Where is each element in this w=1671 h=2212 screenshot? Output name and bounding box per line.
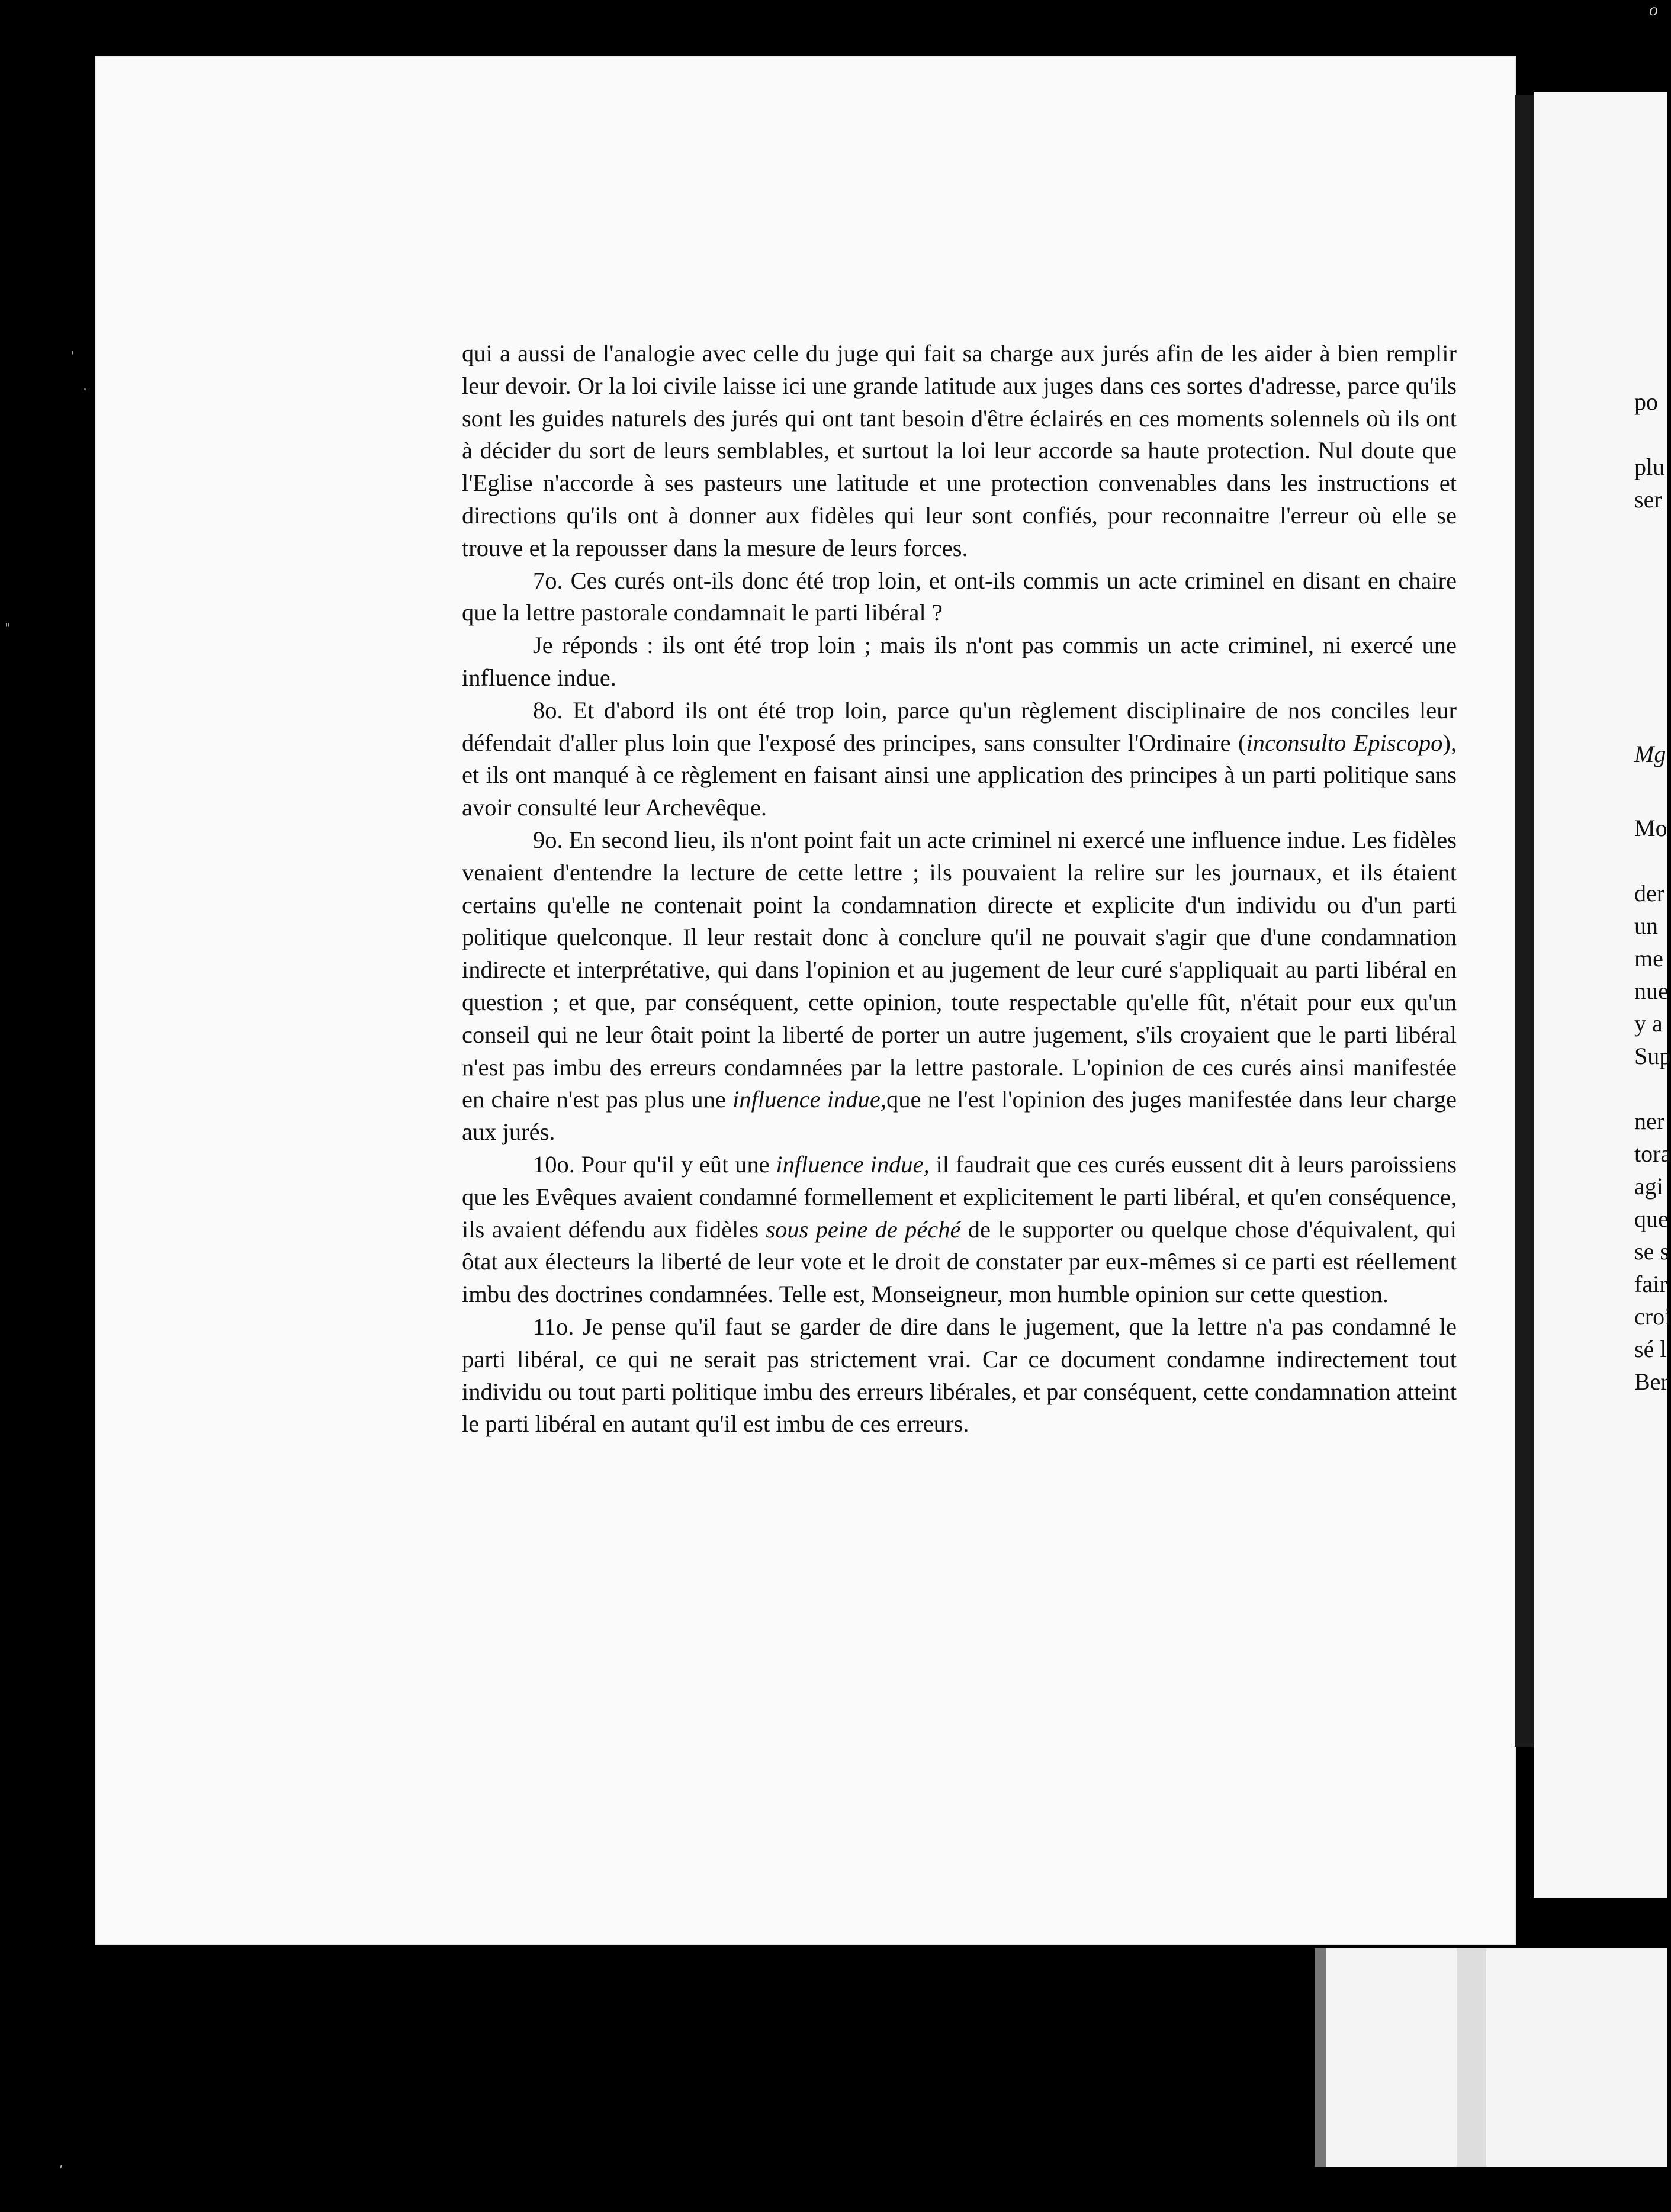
facing-page-fragment: agi bbox=[1634, 1173, 1663, 1200]
facing-page-fragment: un bbox=[1634, 912, 1658, 939]
facing-page-fragment: Sup bbox=[1634, 1043, 1671, 1069]
scan-speck: ' bbox=[71, 349, 75, 364]
facing-page-fragment: croi bbox=[1634, 1303, 1671, 1330]
scan-speck: " bbox=[5, 622, 11, 636]
facing-page-fragment: nue bbox=[1634, 978, 1669, 1004]
paragraph-11: 11o. Je pense qu'il faut se garder de dire dans le jugement, que la lettre n'a pas condamné le parti libéral, ce qui ne serait pas strictement vrai. Car ce document condamne indirectement tout individu ou tout parti politique imbu des erreurs libérales, et par conséquent, cette condamnation atteint le parti libéral en autant qu'il est imbu de ces erreurs. bbox=[462, 1313, 1457, 1438]
paragraph-8-text-b: ), et ils ont manqué à ce règlement en faisant ainsi une application des principes à un parti politique sans avoir consulté leur Archevêque. bbox=[462, 729, 1457, 821]
paragraph-10-text-a: 10o. Pour qu'il y eût une bbox=[533, 1150, 776, 1178]
paragraph-9-text-a: 9o. En second lieu, ils n'ont point fait un acte criminel ni exercé une influence indue. Les fidèles venaient d'entendre la lecture de cette lettre ; ils pouvaient la relire sur les journaux, et ils étaient certains qu'elle ne contenait point la condamnation directe et explicite d'un individu ou d'un parti politique quelconque. Il leur restait donc à conclure qu'il ne pouvait s'agir que d'une condamnation indirecte et interprétative, qui dans l'opinion et au jugement de leur curé s'appliquait au parti libéral en question ; et que, par conséquent, cette opinion, toute respectable qu'elle fût, n'était pour eux qu'un conseil qui ne leur ôtait point la liberté de porter un autre jugement, s'ils croyaient que le parti libéral n'est pas imbu des erreurs condamnées par la lettre pastorale. L'opinion de ces curés ainsi manifestée en chaire n'est pas plus une bbox=[462, 826, 1457, 1113]
facing-page-fragment: tora bbox=[1634, 1140, 1671, 1167]
paragraph-8-text-a: 8o. Et d'abord ils ont été trop loin, parce qu'un règlement disciplinaire de nos conciles leur défendait d'aller plus loin que l'exposé des principes, sans consulter l'Ordinaire ( bbox=[462, 696, 1457, 756]
main-page bbox=[95, 56, 1516, 1945]
paragraph-10-italic-2: sous peine de péché bbox=[766, 1216, 961, 1243]
page-spine-shadow bbox=[1515, 95, 1535, 1747]
paragraph-8 bbox=[462, 695, 1457, 824]
page-stack-edge bbox=[1315, 1948, 1667, 2167]
facing-page-fragment: Mo bbox=[1634, 815, 1667, 841]
paragraph-8-italic: inconsulto Episcopo bbox=[1246, 729, 1443, 756]
page-stack-shadow bbox=[1315, 1948, 1326, 2167]
paragraph-9-italic: influence indue, bbox=[732, 1086, 886, 1113]
facing-page-fragment: ner bbox=[1634, 1108, 1665, 1134]
facing-page-fragment: Ber bbox=[1634, 1368, 1669, 1395]
scan-speck: . bbox=[83, 379, 87, 394]
page-stack-gap bbox=[1457, 1948, 1486, 2167]
paragraph-7: 7o. Ces curés ont-ils donc été trop loin, et ont-ils commis un acte criminel en disant en chaire que la lettre pastorale condamnait le parti libéral ? bbox=[462, 567, 1457, 626]
paragraph-9 bbox=[462, 824, 1457, 1149]
facing-page-fragment: fair bbox=[1634, 1271, 1667, 1297]
scan-speck: , bbox=[59, 2155, 63, 2170]
paragraph-10-italic-1: influence indue, bbox=[776, 1150, 930, 1178]
paragraph-10-text-b: il faudrait que ces curés eussent dit à leurs paroissiens que les Evêques avaient condamné formellement et explicitement le parti libéral, et qu'en conséquence, ils avaient défendu aux fidèles bbox=[462, 1150, 1457, 1243]
facing-page-fragment: po bbox=[1634, 388, 1658, 415]
facing-page-fragment: ser bbox=[1634, 486, 1662, 513]
main-page-text bbox=[462, 337, 1457, 1441]
facing-page-fragment: sé l bbox=[1634, 1336, 1667, 1362]
paragraph-continuation: qui a aussi de l'analogie avec celle du juge qui fait sa charge aux jurés afin de les aider à bien remplir leur devoir. Or la loi civile laisse ici une grande latitude aux juges dans ces sortes d'adresse, parce qu'ils sont les guides naturels des jurés qui ont tant besoin d'être éclairés en ces moments solennels où ils ont à décider du sort de leurs semblables, et surtout la loi leur accorde sa haute protection. Nul doute que l'Eglise n'accorde à ses pasteurs une latitude et une protection convenables dans les instructions et directions qu'ils ont à donner aux fidèles qui leur sont confiés, pour reconnaitre l'erreur où elle se trouve et la repousser dans la mesure de leurs forces. bbox=[462, 340, 1457, 561]
facing-page-fragment: y a bbox=[1634, 1010, 1663, 1037]
facing-page-fragment: se s bbox=[1634, 1238, 1669, 1265]
paragraph-9-text-b: que ne l'est l'opinion des juges manifestée dans leur charge aux jurés. bbox=[462, 1086, 1457, 1146]
facing-page-fragment: der bbox=[1634, 880, 1665, 906]
facing-page-fragment: plu bbox=[1634, 454, 1665, 480]
facing-page-fragment: me bbox=[1634, 945, 1663, 972]
corner-mark: o bbox=[1649, 0, 1658, 20]
facing-page-fragment: Mg bbox=[1634, 741, 1666, 767]
paragraph-10 bbox=[462, 1149, 1457, 1311]
paragraph-10-text-c: de le supporter ou quelque chose d'équivalent, qui ôtat aux électeurs la liberté de leur vote et le droit de constater par eux-mêmes si ce parti est réellement imbu des doctrines condamnées. Telle est, Monseigneur, mon humble opinion sur cette question. bbox=[462, 1216, 1457, 1308]
paragraph-7-answer: Je réponds : ils ont été trop loin ; mais ils n'ont pas commis un acte criminel, ni exercé une influence indue. bbox=[462, 632, 1457, 691]
facing-page-fragment: que bbox=[1634, 1205, 1669, 1232]
